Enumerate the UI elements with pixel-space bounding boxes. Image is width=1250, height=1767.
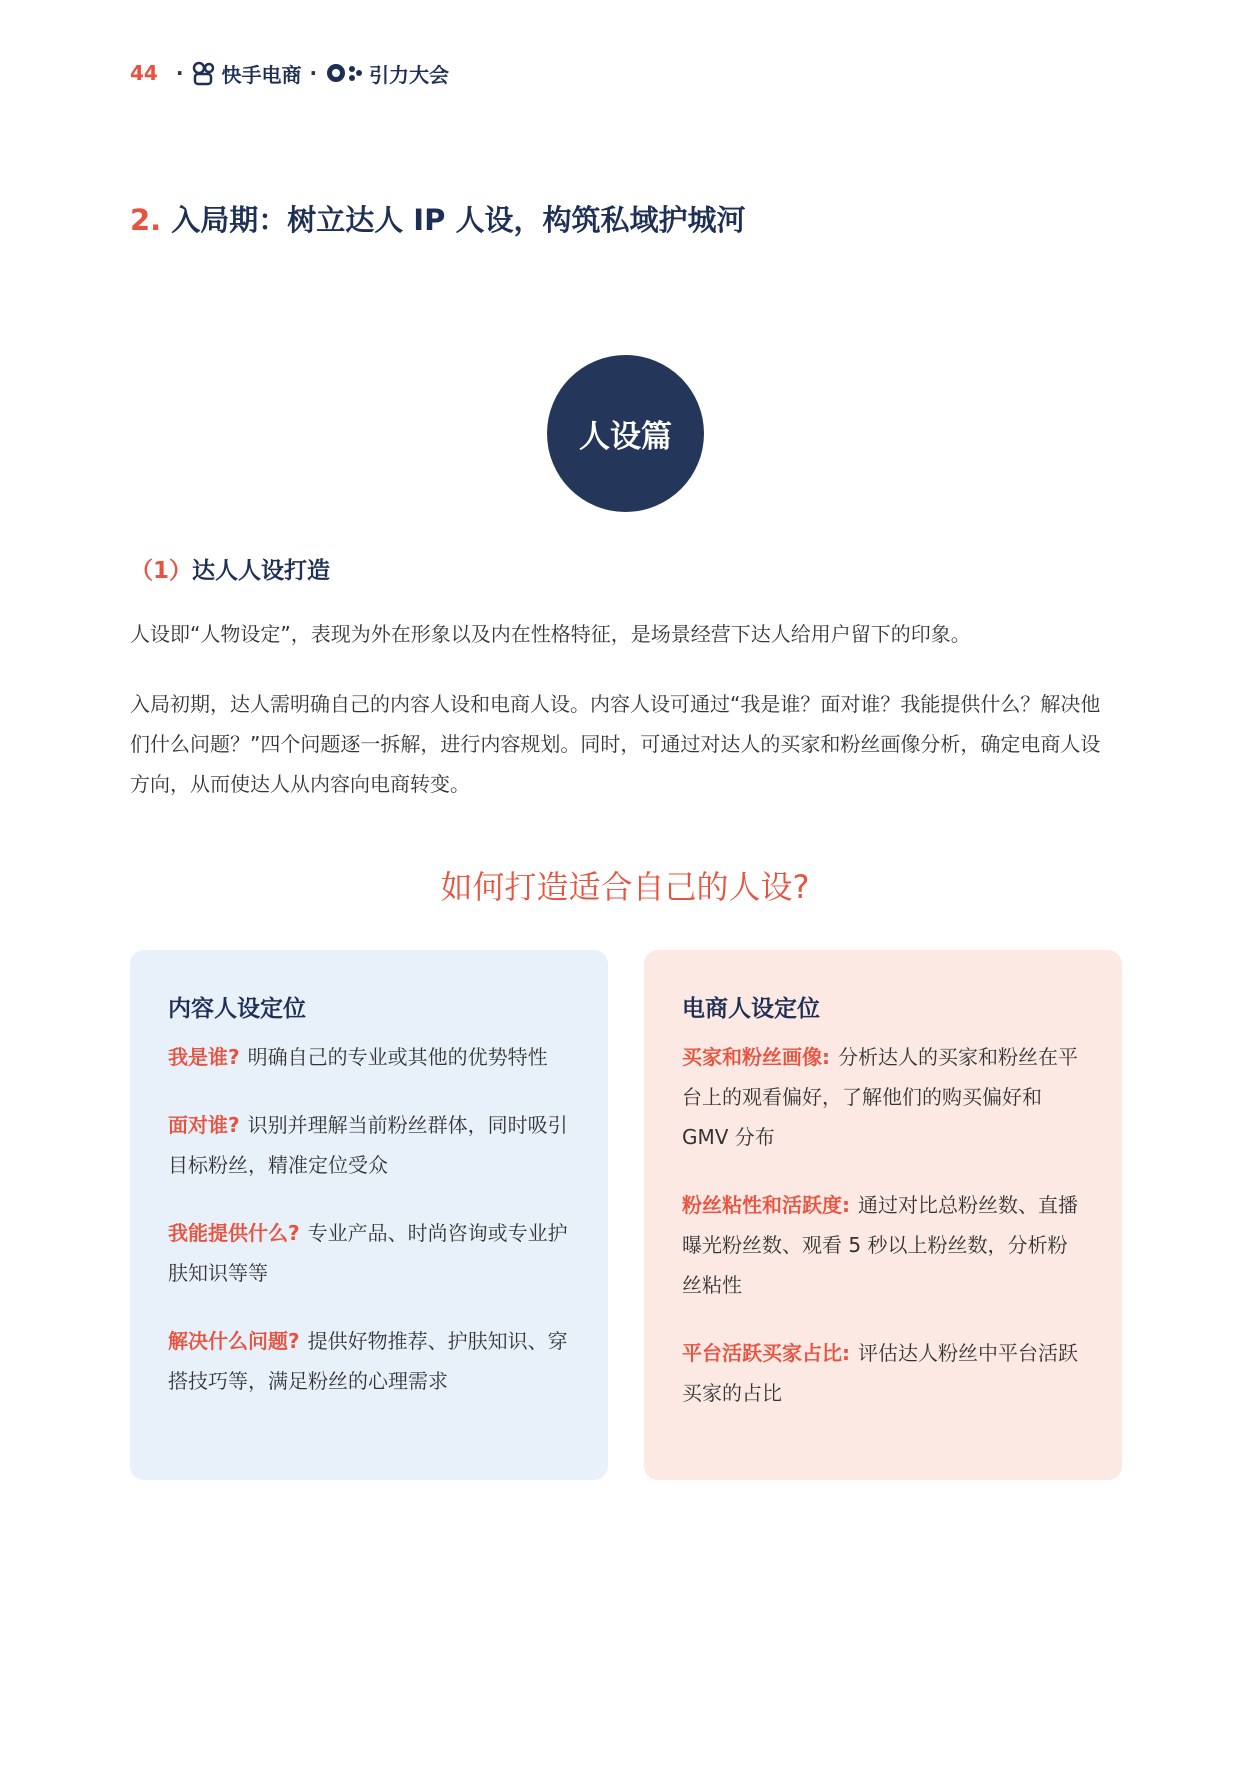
list-item: [168, 1105, 572, 1185]
item-text: 专业产品、时尚咨询或专业护肤知识等等: [168, 1221, 568, 1285]
subsection-title-text: 达人人设打造: [192, 558, 331, 584]
brand-yinli-conference: 引力大会: [369, 62, 450, 87]
separator-dot-2: ·: [309, 61, 318, 85]
page-header: [130, 58, 449, 88]
yinli-logo-icon: [325, 60, 365, 86]
paragraph-initial-stage: 入局初期，达人需明确自己的内容人设和电商人设。内容人设可通过“我是谁？面对谁？我能提供什么？解决他们什么问题？”四个问题逐一拆解，进行内容规划。同时，可通过对达人的买家和粉丝画像分析，确定电商人设方向，从而使达人从内容向电商转变。: [130, 692, 1101, 796]
list-item: [168, 1037, 572, 1077]
persona-badge-label: 人设篇: [579, 419, 672, 455]
section-number: 2.: [130, 203, 162, 237]
list-item: [682, 1185, 1086, 1305]
item-key: 我能提供什么?: [168, 1221, 300, 1245]
brand-kuaishou-ecommerce: 快手电商: [221, 62, 302, 87]
item-key: 买家和粉丝画像:: [682, 1045, 830, 1069]
item-key: 我是谁?: [168, 1045, 240, 1069]
item-text: 评估达人粉丝中平台活跃买家的占比: [682, 1341, 1078, 1405]
question-heading: 如何打造适合自己的人设?: [440, 868, 810, 906]
card-title: 电商人设定位: [682, 996, 820, 1022]
item-text: 分析达人的买家和粉丝在平台上的观看偏好，了解他们的购买偏好和 GMV 分布: [682, 1045, 1078, 1149]
item-key: 面对谁?: [168, 1113, 240, 1137]
page-number: 44: [130, 61, 158, 85]
persona-badge: [547, 355, 704, 512]
section-title-text: 入局期：树立达人 IP 人设，构筑私域护城河: [171, 203, 746, 237]
item-text: 明确自己的专业或其他的优势特性: [247, 1045, 548, 1069]
paragraph-definition: 人设即“人物设定”，表现为外在形象以及内在性格特征，是场景经营下达人给用户留下的印象。: [130, 622, 971, 646]
list-item: [168, 1321, 572, 1401]
item-text: 识别并理解当前粉丝群体，同时吸引目标粉丝，精准定位受众: [168, 1113, 568, 1177]
section-title: [130, 198, 745, 239]
content-persona-card: [130, 950, 608, 1480]
subsection-title: [130, 552, 330, 585]
item-key: 平台活跃买家占比:: [682, 1341, 850, 1365]
separator-dot: ·: [175, 61, 184, 85]
card-title: 内容人设定位: [168, 996, 306, 1022]
ecommerce-persona-card: [644, 950, 1122, 1480]
subsection-number: （1）: [130, 558, 193, 584]
list-item: [682, 1333, 1086, 1413]
list-item: [168, 1213, 572, 1293]
item-key: 解决什么问题?: [168, 1329, 300, 1353]
kuaishou-logo-icon: [191, 60, 217, 86]
item-text: 提供好物推荐、护肤知识、穿搭技巧等，满足粉丝的心理需求: [168, 1329, 568, 1393]
item-key: 粉丝粘性和活跃度:: [682, 1193, 850, 1217]
item-text: 通过对比总粉丝数、直播曝光粉丝数、观看 5 秒以上粉丝数，分析粉丝粘性: [682, 1193, 1078, 1297]
list-item: [682, 1037, 1086, 1157]
